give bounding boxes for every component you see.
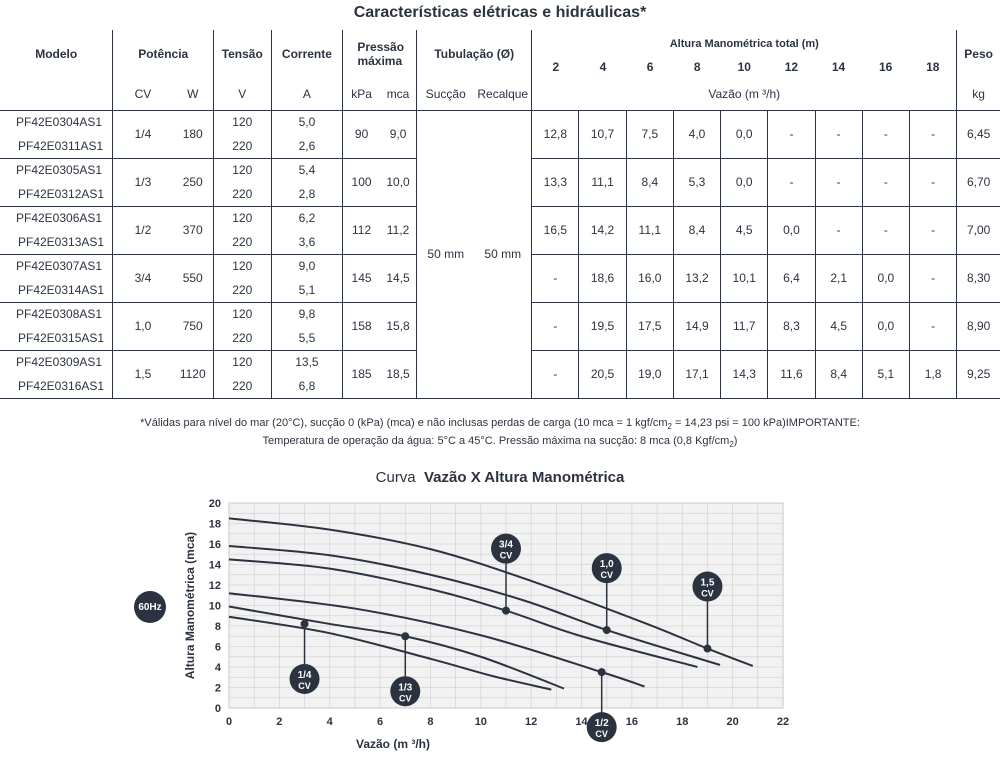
series-marker-3 bbox=[598, 668, 606, 676]
series-unit-1: CV bbox=[298, 680, 311, 691]
flow-value: 12,8 bbox=[532, 110, 579, 158]
model-code: PF42E0306AS1 bbox=[0, 206, 113, 230]
flow-value: 14,2 bbox=[579, 206, 626, 254]
altura-col-12: 12 bbox=[784, 60, 799, 74]
voltage-value: 120 bbox=[214, 158, 271, 182]
chart-title: Curva Vazão X Altura Manométrica bbox=[375, 469, 625, 486]
flow-value: 0,0 bbox=[721, 158, 768, 206]
weight-value: 8,90 bbox=[957, 302, 1000, 350]
flow-value: - bbox=[909, 110, 956, 158]
sub-succao: Sucção bbox=[417, 78, 474, 110]
voltage-value: 220 bbox=[214, 134, 271, 158]
cv-value: 1/4 bbox=[113, 110, 173, 158]
flow-value: 10,1 bbox=[721, 254, 768, 302]
model-code: PF42E0314AS1 bbox=[18, 282, 105, 297]
altura-col-16: 16 bbox=[878, 60, 893, 74]
flow-value: 2,1 bbox=[815, 254, 862, 302]
sub-a: A bbox=[271, 78, 343, 110]
series-marker-4 bbox=[502, 607, 510, 615]
flow-value: - bbox=[862, 110, 909, 158]
watt-value: 370 bbox=[172, 206, 213, 254]
kpa-value: 185 bbox=[343, 350, 380, 398]
model-code: PF42E0313AS1 bbox=[18, 234, 105, 249]
series-marker-5 bbox=[603, 626, 611, 634]
flow-value: - bbox=[815, 158, 862, 206]
header-potencia: Potência bbox=[113, 30, 214, 78]
sub-kpa: kPa bbox=[343, 78, 380, 110]
sub-mca: mca bbox=[380, 78, 417, 110]
weight-value: 8,30 bbox=[957, 254, 1000, 302]
current-value: 3,6 bbox=[271, 230, 343, 254]
spec-table bbox=[0, 30, 1000, 399]
x-axis-label: Vazão (m ³/h) bbox=[355, 737, 431, 751]
header-pressao: Pressão máxima bbox=[343, 30, 417, 78]
flow-value: 5,3 bbox=[673, 158, 720, 206]
x-tick-label: 22 bbox=[776, 716, 790, 728]
flow-value: 8,4 bbox=[626, 158, 673, 206]
x-tick-label: 20 bbox=[726, 716, 739, 728]
y-tick-label: 16 bbox=[208, 539, 221, 551]
flow-value: 5,1 bbox=[862, 350, 909, 398]
series-label-6: 1,5 bbox=[700, 577, 715, 589]
flow-value: 4,0 bbox=[673, 110, 720, 158]
flow-value: - bbox=[862, 206, 909, 254]
mca-value: 18,5 bbox=[380, 350, 417, 398]
y-axis-label: Altura Manométrica (mca) bbox=[183, 531, 197, 680]
x-tick-label: 10 bbox=[474, 716, 487, 728]
series-label-3: 1/2 bbox=[594, 718, 609, 730]
flow-value: 17,5 bbox=[626, 302, 673, 350]
kpa-value: 158 bbox=[343, 302, 380, 350]
succao-value: 50 mm bbox=[417, 110, 474, 398]
altura-cols bbox=[532, 60, 956, 74]
mca-value: 9,0 bbox=[380, 110, 417, 158]
y-tick-label: 0 bbox=[214, 703, 221, 715]
flow-value: 6,4 bbox=[768, 254, 815, 302]
model-code: PF42E0311AS1 bbox=[18, 138, 104, 153]
current-value: 2,6 bbox=[271, 134, 343, 158]
header-tensao: Tensão bbox=[214, 30, 271, 78]
flow-value: 8,4 bbox=[673, 206, 720, 254]
note-line-2: Temperatura de operação da água: 5°C a 45°C. Pressão máxima na sucção: 8 mca (0,8 Kgf/$cm_2$) bbox=[262, 435, 738, 450]
kpa-value: 90 bbox=[343, 110, 380, 158]
y-tick-label: 6 bbox=[214, 641, 221, 654]
mca-value: 11,2 bbox=[380, 206, 417, 254]
sub-recalque: Recalque bbox=[474, 78, 531, 110]
altura-col-4: 4 bbox=[599, 60, 607, 74]
x-tick-label: 14 bbox=[575, 716, 588, 728]
flow-value: 13,3 bbox=[532, 158, 579, 206]
model-code: PF42E0316AS1 bbox=[0, 374, 113, 398]
sub-kg: kg bbox=[957, 78, 1000, 110]
flow-value: 11,1 bbox=[626, 206, 673, 254]
sub-cv: CV bbox=[113, 78, 173, 110]
mca-value: 14,5 bbox=[380, 254, 417, 302]
y-tick-label: 20 bbox=[208, 498, 221, 510]
x-tick-label: 0 bbox=[225, 716, 233, 728]
series-unit-3: CV bbox=[595, 729, 608, 740]
weight-value: 9,25 bbox=[957, 350, 1000, 398]
series-label-2: 1/3 bbox=[398, 682, 413, 694]
current-value: 13,5 bbox=[271, 350, 343, 374]
flow-value: 8,4 bbox=[815, 350, 862, 398]
voltage-value: 220 bbox=[214, 182, 271, 206]
voltage-value: 220 bbox=[214, 374, 271, 398]
model-code: PF42E0305AS1 bbox=[0, 158, 113, 182]
weight-value: 6,45 bbox=[957, 110, 1000, 158]
flow-value: 4,5 bbox=[815, 302, 862, 350]
x-tick-label: 8 bbox=[427, 716, 434, 728]
flow-value: 20,5 bbox=[579, 350, 626, 398]
current-value: 5,5 bbox=[271, 326, 343, 350]
header-altura: Altura Manométrica total (m) bbox=[669, 38, 819, 50]
series-unit-5: CV bbox=[600, 570, 613, 581]
series-unit-6: CV bbox=[701, 588, 714, 599]
recalque-value: 50 mm bbox=[474, 110, 531, 398]
y-tick-label: 12 bbox=[208, 580, 221, 592]
model-code: PF42E0309AS1 bbox=[0, 350, 113, 374]
current-value: 2,8 bbox=[271, 182, 343, 206]
altura-col-10: 10 bbox=[737, 60, 751, 74]
sub-vazao: Vazão (m ³/h) bbox=[532, 78, 957, 110]
flow-value: 1,8 bbox=[909, 350, 956, 398]
flow-value: 16,5 bbox=[532, 206, 579, 254]
series-unit-4: CV bbox=[499, 550, 513, 561]
y-tick-label: 10 bbox=[208, 600, 221, 613]
flow-value: - bbox=[909, 302, 956, 350]
mca-value: 10,0 bbox=[380, 158, 417, 206]
flow-value: - bbox=[909, 254, 956, 302]
series-label-4: 3/4 bbox=[499, 539, 513, 551]
flow-value: - bbox=[532, 254, 579, 302]
altura-col-2: 2 bbox=[552, 60, 560, 74]
series-marker-6 bbox=[703, 645, 711, 653]
voltage-value: 120 bbox=[214, 110, 271, 134]
flow-value: 11,7 bbox=[721, 302, 768, 350]
flow-value: - bbox=[532, 302, 579, 350]
watt-value: 750 bbox=[172, 302, 213, 350]
flow-value: 18,6 bbox=[579, 254, 626, 302]
current-value: 9,8 bbox=[271, 302, 343, 326]
current-value: 5,1 bbox=[271, 278, 343, 302]
flow-value: 10,7 bbox=[579, 110, 626, 158]
watt-value: 250 bbox=[172, 158, 213, 206]
current-value: 6,2 bbox=[271, 206, 343, 230]
y-tick-label: 4 bbox=[214, 662, 221, 674]
watt-value: 1120 bbox=[172, 350, 213, 398]
table-row bbox=[0, 110, 1000, 134]
voltage-value: 120 bbox=[214, 254, 271, 278]
flow-value: 7,5 bbox=[626, 110, 673, 158]
current-value: 5,0 bbox=[271, 110, 343, 134]
current-value: 9,0 bbox=[271, 254, 343, 278]
flow-value: 14,9 bbox=[673, 302, 720, 350]
performance-chart bbox=[0, 490, 1000, 757]
x-tick-label: 18 bbox=[676, 716, 689, 728]
frequency-badge: 60Hz bbox=[134, 591, 166, 623]
altura-col-8: 8 bbox=[693, 60, 701, 74]
flow-value: - bbox=[815, 206, 862, 254]
kpa-value: 112 bbox=[343, 206, 380, 254]
altura-col-6: 6 bbox=[646, 60, 654, 74]
notes bbox=[0, 416, 1000, 452]
flow-value: 4,5 bbox=[721, 206, 768, 254]
sub-v: V bbox=[214, 78, 271, 110]
cv-value: 1,0 bbox=[113, 302, 173, 350]
weight-value: 7,00 bbox=[957, 206, 1000, 254]
note-line-1: *Válidas para nível do mar (20°C), sucção 0 (kPa) (mca) e não inclusas perdas de carga (10 mca = 1 kgf/$cm_2 = 14,23$ psi = 100 kPa)IMPORTANTE: bbox=[140, 417, 860, 432]
flow-value: - bbox=[768, 110, 815, 158]
current-value: 6,8 bbox=[271, 374, 343, 398]
flow-value: - bbox=[768, 158, 815, 206]
series-marker-2 bbox=[401, 632, 409, 640]
flow-value: 14,3 bbox=[721, 350, 768, 398]
flow-value: 0,0 bbox=[721, 110, 768, 158]
flow-value: 13,2 bbox=[673, 254, 720, 302]
header-peso: Peso bbox=[957, 30, 1000, 78]
model-code: PF42E0304AS1 bbox=[0, 110, 113, 134]
flow-value: - bbox=[909, 158, 956, 206]
series-label-1: 1/4 bbox=[297, 669, 312, 681]
flow-value: 16,0 bbox=[626, 254, 673, 302]
cv-value: 1,5 bbox=[113, 350, 173, 398]
x-tick-label: 2 bbox=[276, 716, 283, 728]
voltage-value: 220 bbox=[214, 278, 271, 302]
flow-value: 19,5 bbox=[579, 302, 626, 350]
mca-value: 15,8 bbox=[380, 302, 417, 350]
voltage-value: 120 bbox=[214, 350, 271, 374]
kpa-value: 145 bbox=[343, 254, 380, 302]
y-tick-label: 14 bbox=[208, 559, 221, 572]
sub-w: W bbox=[172, 78, 213, 110]
voltage-value: 120 bbox=[214, 302, 271, 326]
flow-value: - bbox=[532, 350, 579, 398]
cv-value: 3/4 bbox=[113, 254, 173, 302]
flow-value: 0,0 bbox=[862, 254, 909, 302]
y-tick-label: 18 bbox=[208, 518, 221, 531]
header-tubulacao: Tubulação (Ø) bbox=[417, 30, 532, 78]
altura-col-14: 14 bbox=[831, 60, 846, 74]
series-marker-1 bbox=[301, 620, 309, 628]
model-code: PF42E0307AS1 bbox=[0, 254, 113, 278]
flow-value: 11,6 bbox=[768, 350, 815, 398]
model-code: PF42E0308AS1 bbox=[0, 302, 113, 326]
kpa-value: 100 bbox=[343, 158, 380, 206]
flow-value: 0,0 bbox=[768, 206, 815, 254]
voltage-value: 120 bbox=[214, 206, 271, 230]
model-code: PF42E0315AS1 bbox=[18, 330, 105, 345]
y-tick-label: 8 bbox=[214, 621, 221, 633]
table-title: Características elétricas e hidráulicas* bbox=[353, 4, 647, 21]
flow-value: - bbox=[909, 206, 956, 254]
cv-value: 1/2 bbox=[113, 206, 173, 254]
header-altura-group bbox=[532, 30, 957, 78]
weight-value: 6,70 bbox=[957, 158, 1000, 206]
header-modelo: Modelo bbox=[0, 30, 113, 110]
x-tick-label: 16 bbox=[625, 716, 639, 728]
voltage-value: 220 bbox=[214, 230, 271, 254]
model-code: PF42E0312AS1 bbox=[18, 186, 105, 201]
cv-value: 1/3 bbox=[113, 158, 173, 206]
watt-value: 180 bbox=[172, 110, 213, 158]
current-value: 5,4 bbox=[271, 158, 343, 182]
x-tick-label: 4 bbox=[326, 716, 333, 728]
flow-value: 11,1 bbox=[579, 158, 626, 206]
x-tick-label: 12 bbox=[525, 716, 538, 728]
watt-value: 550 bbox=[172, 254, 213, 302]
series-label-5: 1,0 bbox=[599, 559, 614, 571]
flow-value: - bbox=[862, 158, 909, 206]
flow-value: 19,0 bbox=[626, 350, 673, 398]
altura-col-18: 18 bbox=[926, 60, 940, 74]
flow-value: 17,1 bbox=[673, 350, 720, 398]
series-unit-2: CV bbox=[399, 693, 412, 704]
flow-value: - bbox=[815, 110, 862, 158]
flow-value: 8,3 bbox=[768, 302, 815, 350]
voltage-value: 220 bbox=[214, 326, 271, 350]
header-corrente: Corrente bbox=[271, 30, 343, 78]
y-tick-label: 2 bbox=[214, 682, 221, 695]
x-tick-label: 6 bbox=[377, 716, 384, 728]
flow-value: 0,0 bbox=[862, 302, 909, 350]
